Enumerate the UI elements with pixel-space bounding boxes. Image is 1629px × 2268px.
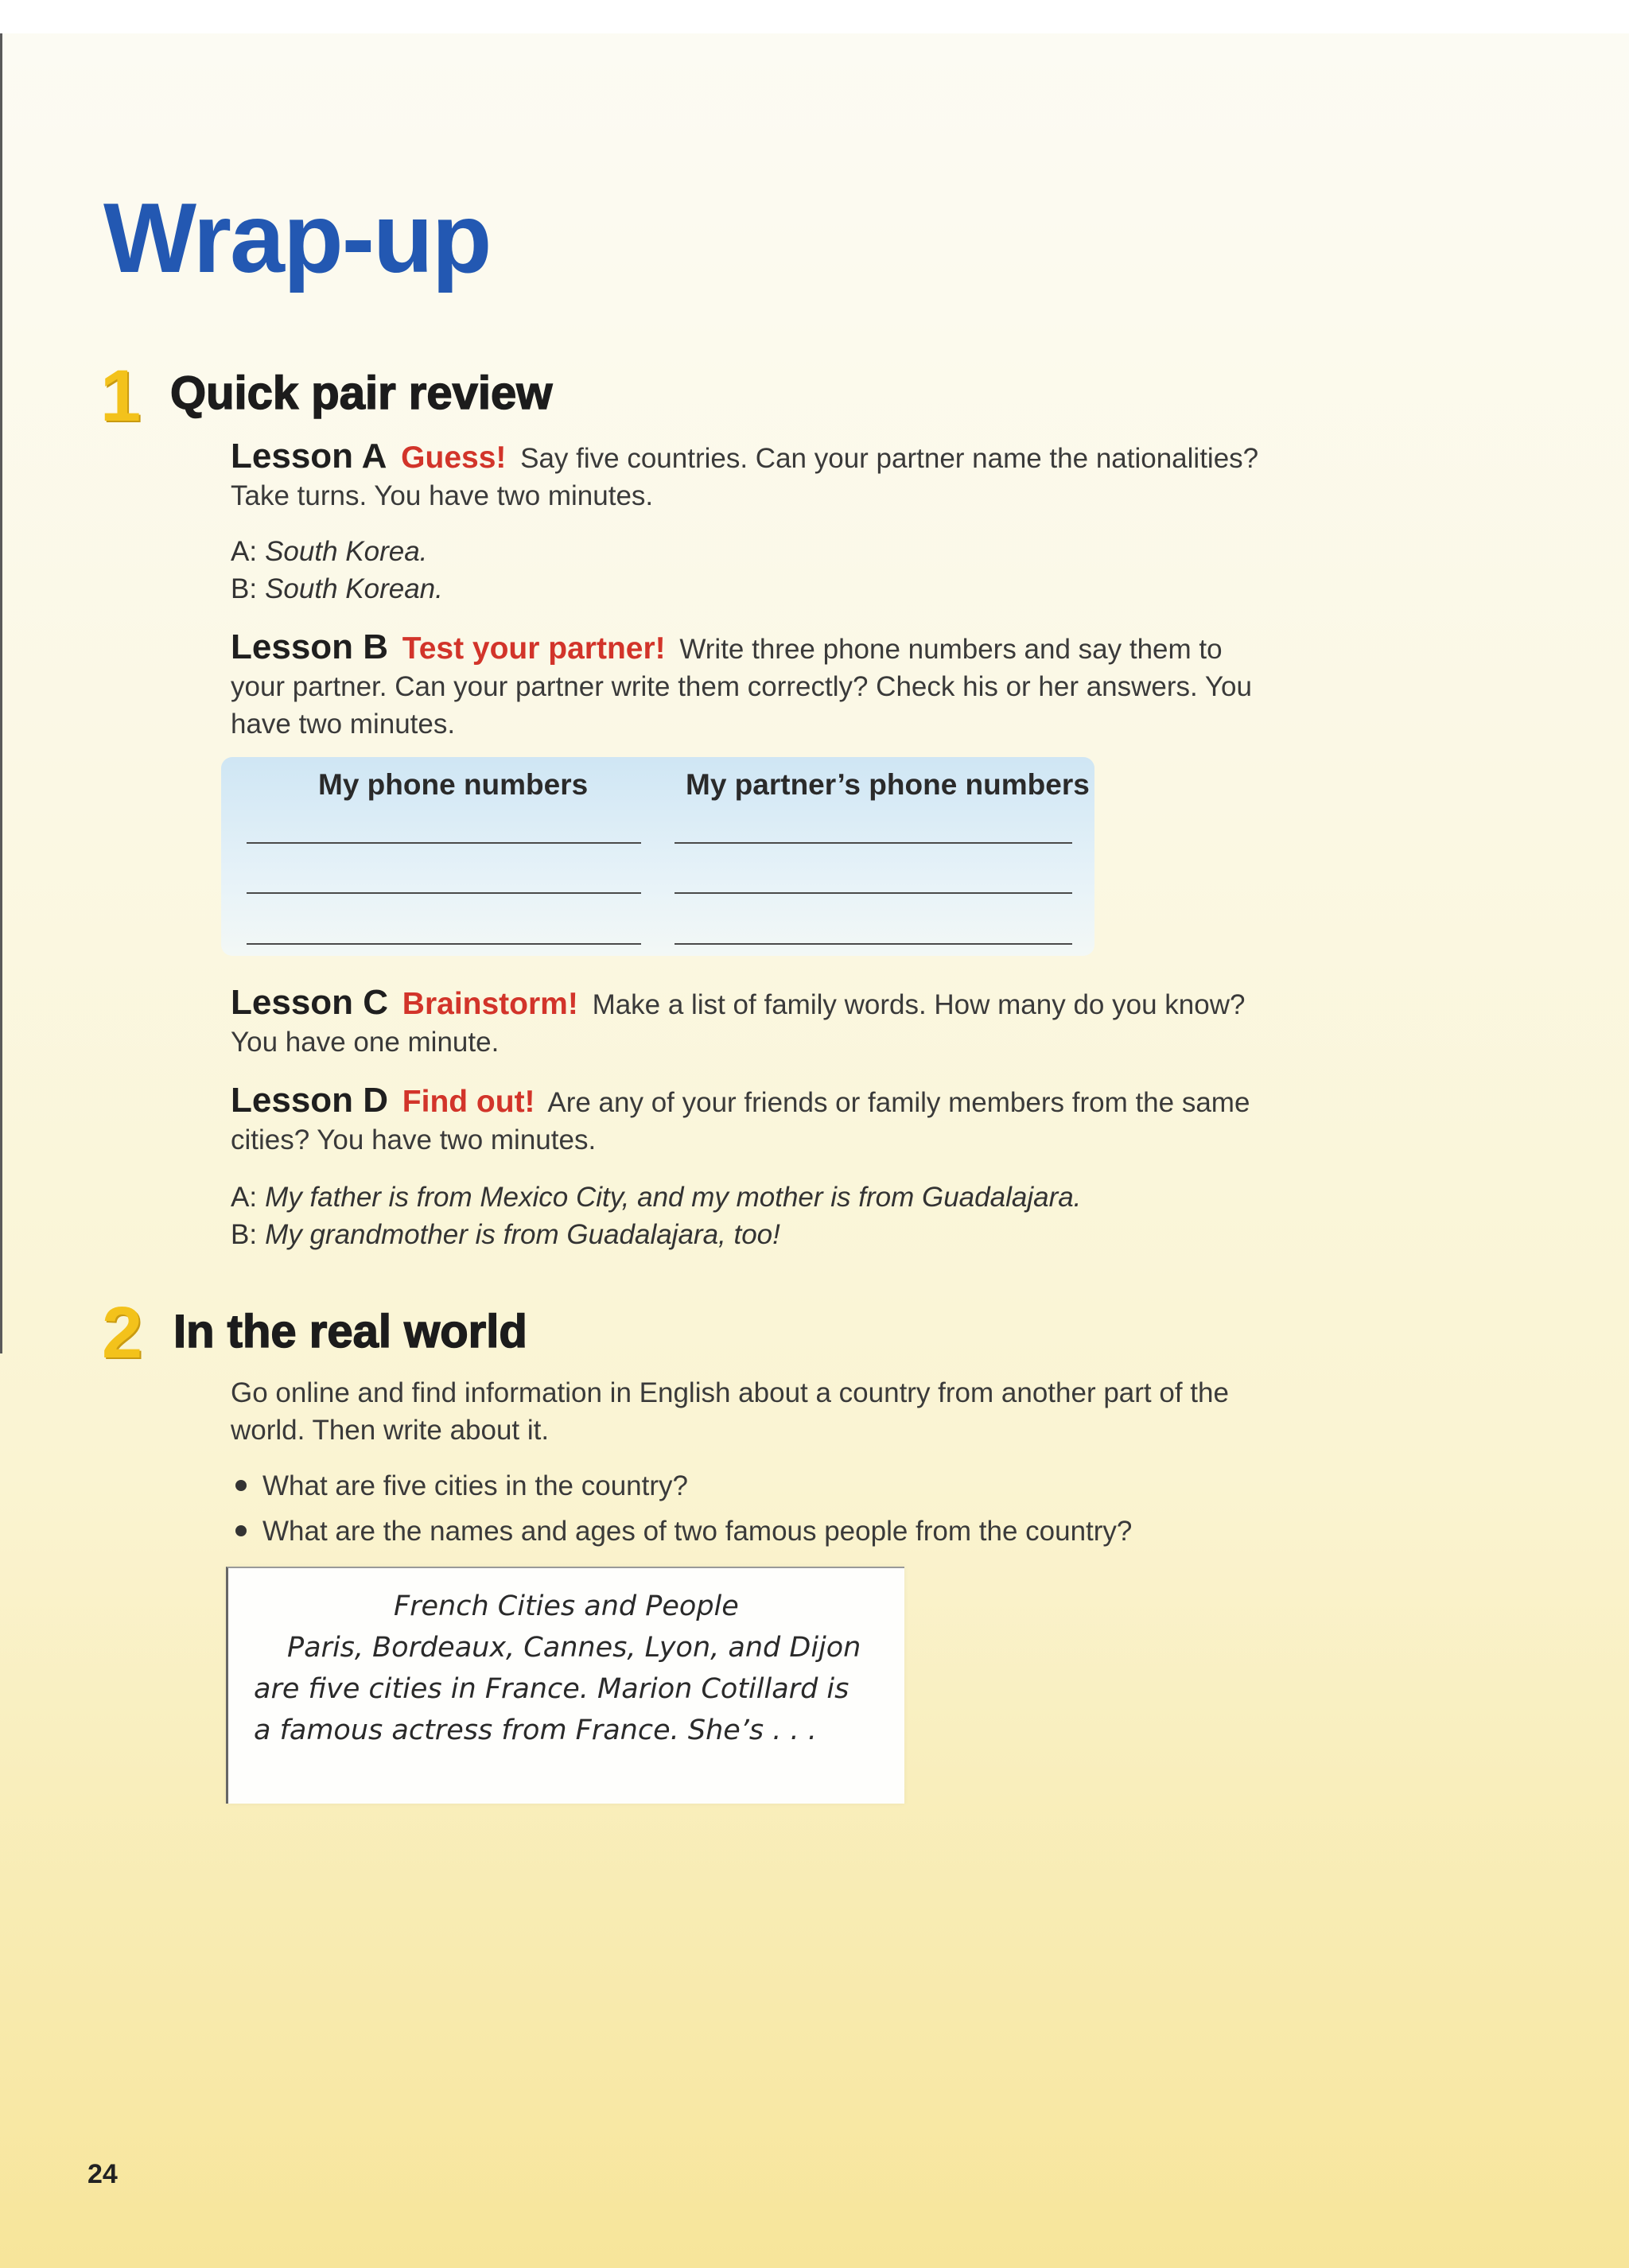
lesson-d-task: Find out! [402, 1085, 535, 1119]
dialog-text: South Korean. [265, 573, 443, 604]
lesson-a-text-2: Take turns. You have two minutes. [231, 480, 654, 511]
section-1-title: Quick pair review [170, 367, 553, 419]
lesson-b-label: Lesson B [231, 627, 389, 666]
example-line: a famous actress from France. She’s . . . [254, 1715, 817, 1746]
write-line[interactable] [675, 943, 1072, 945]
lesson-b-task: Test your partner! [402, 631, 666, 666]
page-number: 24 [87, 2159, 118, 2189]
lesson-d-label: Lesson D [231, 1081, 389, 1120]
bullet-icon [235, 1525, 247, 1536]
section-2-number: 2 [102, 1292, 143, 1373]
page-left-edge [0, 33, 2, 1353]
example-line: Paris, Bordeaux, Cannes, Lyon, and Dijon [287, 1632, 861, 1664]
lesson-d-instructions [231, 1082, 1360, 1159]
dialog-line [231, 533, 443, 570]
section-1-number: 1 [100, 355, 142, 437]
dialog-line [231, 1216, 1081, 1253]
bullet-icon [235, 1480, 247, 1491]
write-line[interactable] [247, 892, 641, 894]
example-note-card [226, 1567, 904, 1804]
section-2-text-1: Go online and find information in English about a country from another part of the [231, 1377, 1229, 1408]
dialog-text: South Korea. [265, 536, 428, 567]
dialog-line [231, 1179, 1081, 1216]
lesson-a-instructions [231, 437, 1360, 515]
list-item [235, 1463, 1132, 1509]
lesson-b-text-2: your partner. Can your partner write them correctly? Check his or her answers. You [231, 671, 1252, 702]
phone-numbers-table [221, 757, 1094, 956]
lesson-a-label: Lesson A [231, 437, 387, 476]
write-line[interactable] [675, 842, 1072, 844]
section-2-title: In the real world [173, 1306, 527, 1357]
speaker-label: B: [231, 573, 258, 604]
lesson-c-text-2: You have one minute. [231, 1027, 500, 1058]
lesson-c-instructions [231, 984, 1360, 1061]
write-line[interactable] [675, 892, 1072, 894]
list-item [235, 1509, 1132, 1554]
speaker-label: A: [231, 1182, 258, 1213]
lesson-d-text-2: cities? You have two minutes. [231, 1124, 597, 1155]
lesson-d-text-1: Are any of your friends or family members from the same [547, 1087, 1250, 1118]
section-2-bullets [235, 1463, 1132, 1554]
lesson-a-dialog [231, 533, 443, 608]
lesson-a-task: Guess! [401, 441, 507, 475]
bullet-text: What are five cities in the country? [262, 1470, 688, 1501]
lesson-d-dialog [231, 1179, 1081, 1253]
dialog-text: My grandmother is from Guadalajara, too! [265, 1219, 780, 1250]
example-title: French Cities and People [394, 1590, 739, 1622]
section-2-instructions [231, 1374, 1360, 1449]
page-top-margin [0, 0, 1629, 33]
dialog-text: My father is from Mexico City, and my mother is from Guadalajara. [265, 1182, 1082, 1213]
bullet-text: What are the names and ages of two famous people from the country? [262, 1516, 1133, 1547]
lesson-b-text-3: have two minutes. [231, 709, 456, 740]
write-line[interactable] [247, 842, 641, 844]
write-line[interactable] [247, 943, 641, 945]
lesson-c-task: Brainstorm! [402, 987, 578, 1021]
col-partner-phone-numbers: My partner’s phone numbers [686, 768, 1090, 801]
section-2-text-2: world. Then write about it. [231, 1415, 550, 1446]
lesson-c-text-1: Make a list of family words. How many do you know? [592, 989, 1246, 1020]
lesson-b-instructions [231, 628, 1360, 743]
page-title: Wrap-up [103, 184, 491, 293]
dialog-line [231, 570, 443, 608]
lesson-b-text-1: Write three phone numbers and say them to [679, 634, 1223, 665]
col-my-phone-numbers: My phone numbers [318, 768, 589, 801]
lesson-a-text-1: Say five countries. Can your partner name the nationalities? [520, 443, 1259, 474]
speaker-label: B: [231, 1219, 258, 1250]
lesson-c-label: Lesson C [231, 983, 389, 1022]
example-line: are five cities in France. Marion Cotillard is [254, 1673, 849, 1705]
speaker-label: A: [231, 536, 258, 567]
